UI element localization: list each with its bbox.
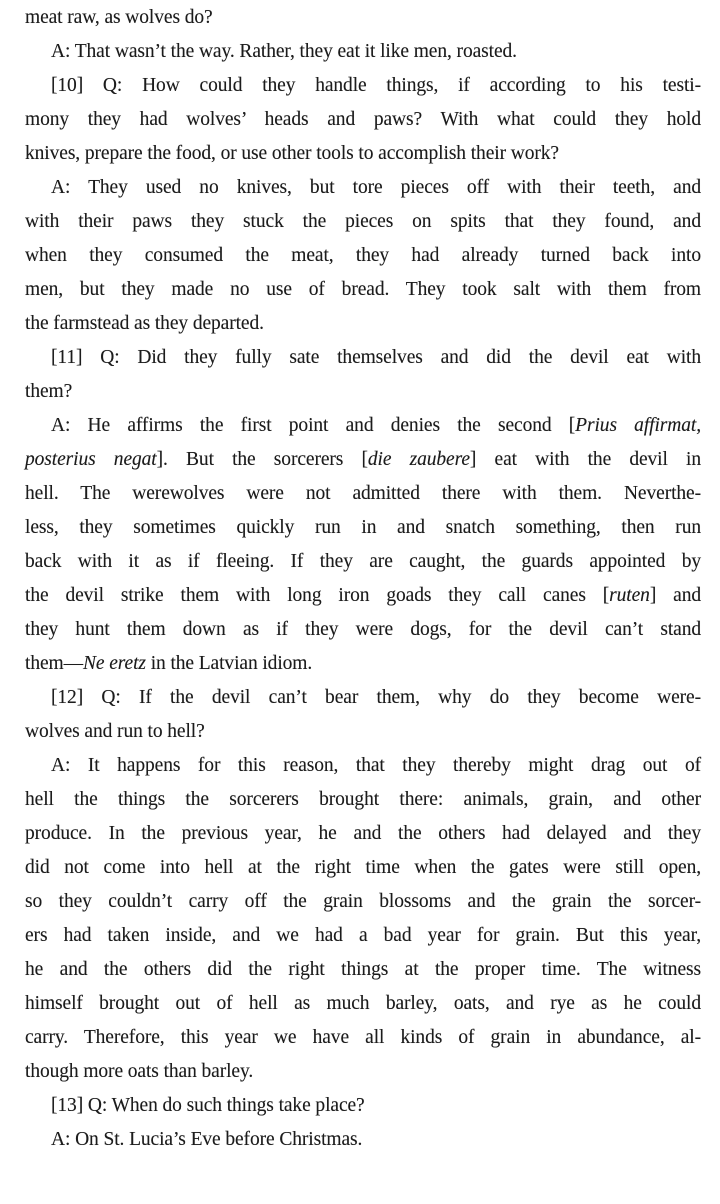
text-line [25,511,701,545]
text-line [25,205,701,239]
italic-text-segment: posterius negat [25,449,157,470]
text-line [25,477,701,511]
text-line [25,1021,701,1055]
text-line [25,239,701,273]
text-line [25,715,701,749]
text-segment: carry. Therefore, this year we have all kinds of grain in abundance, al- [25,1027,701,1048]
text-line [25,307,701,341]
text-line [25,647,701,681]
text-line [25,69,701,103]
text-segment: they hunt them down as if they were dogs, for the devil can’t stand [25,619,701,640]
text-line [25,783,701,817]
text-segment: when they consumed the meat, they had already turned back into [25,245,701,266]
text-segment: [11] Q: Did they fully sate themselves and did the devil eat with [51,347,701,368]
text-segment: did not come into hell at the right time when the gates were still open, [25,857,701,878]
text-segment: A: It happens for this reason, that they thereby might drag out of [51,755,701,776]
text-segment: though more oats than barley. [25,1061,254,1082]
text-segment: the devil strike them with long iron goads they call canes [ [25,585,610,606]
text-segment: ]. But the sorcerers [ [156,449,368,470]
text-segment: himself brought out of hell as much barley, oats, and rye as he could [25,993,701,1014]
text-segment: A: He affirms the first point and denies the second [ [51,415,576,436]
text-segment: wolves and run to hell? [25,721,205,742]
text-segment: them? [25,381,73,402]
text-line [25,171,701,205]
text-line [25,681,701,715]
text-line [25,1,701,35]
text-segment: A: On St. Lucia’s Eve before Christmas. [51,1129,363,1150]
text-segment: [10] Q: How could they handle things, if according to his testi- [51,75,701,96]
text-segment: meat raw, as wolves do? [25,7,213,28]
text-segment: with their paws they stuck the pieces on spits that they found, and [25,211,701,232]
text-line [25,1123,701,1157]
italic-text-segment: Ne eretz [83,653,146,674]
text-segment: A: That wasn’t the way. Rather, they eat it like men, roasted. [51,41,517,62]
text-line [25,953,701,987]
text-line [25,919,701,953]
text-segment: in the Latvian idiom. [145,653,313,674]
text-line [25,885,701,919]
italic-text-segment: ruten [609,585,650,606]
text-line [25,545,701,579]
text-line [25,579,701,613]
text-line [25,341,701,375]
text-segment: ] eat with the devil in [469,449,701,470]
text-line [25,273,701,307]
text-segment: men, but they made no use of bread. They took salt with them from [25,279,701,300]
text-segment: A: They used no knives, but tore pieces off with their teeth, and [51,177,701,198]
text-segment: produce. In the previous year, he and the others had delayed and they [25,823,701,844]
text-segment: ] and [649,585,702,606]
text-segment: knives, prepare the food, or use other tools to accomplish their work? [25,143,559,164]
text-segment: hell the things the sorcerers brought there: animals, grain, and other [25,789,701,810]
text-line [25,817,701,851]
text-segment: ers had taken inside, and we had a bad year for grain. But this year, [25,925,701,946]
text-line [25,375,701,409]
text-line [25,613,701,647]
italic-text-segment: Prius affirmat, [575,415,701,436]
text-segment: hell. The werewolves were not admitted there with them. Neverthe- [25,483,701,504]
page-text [25,1,701,1157]
text-segment: back with it as if fleeing. If they are caught, the guards appointed by [25,551,701,572]
text-line [25,1055,701,1089]
text-segment: so they couldn’t carry off the grain blossoms and the grain the sorcer- [25,891,701,912]
text-segment: [12] Q: If the devil can’t bear them, why do they become were- [51,687,701,708]
text-line [25,409,701,443]
italic-text-segment: die zaubere [367,449,470,470]
text-segment: less, they sometimes quickly run in and snatch something, then run [25,517,701,538]
text-line [25,103,701,137]
text-line [25,1089,701,1123]
text-line [25,851,701,885]
text-line [25,987,701,1021]
text-segment: mony they had wolves’ heads and paws? With what could they hold [25,109,701,130]
text-line [25,137,701,171]
text-segment: he and the others did the right things at the proper time. The witness [25,959,701,980]
text-line [25,443,701,477]
text-segment: them— [25,653,83,674]
text-line [25,35,701,69]
text-line [25,749,701,783]
text-segment: [13] Q: When do such things take place? [51,1095,365,1116]
text-segment: the farmstead as they departed. [25,313,264,334]
